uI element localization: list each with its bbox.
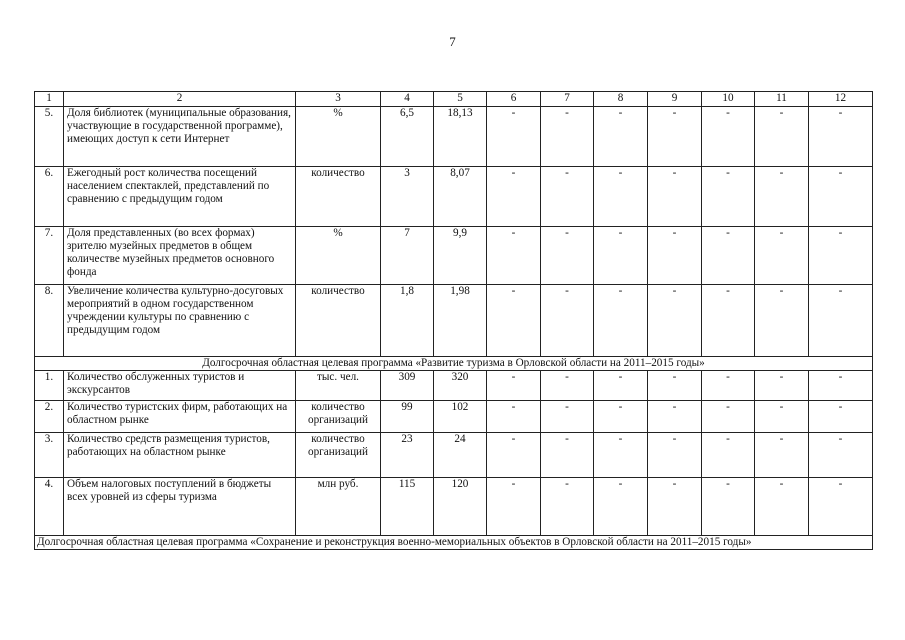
value-col-5: 102: [434, 401, 487, 433]
value-col-6: -: [487, 107, 541, 167]
column-header: 10: [702, 92, 755, 107]
value-col-6: -: [487, 167, 541, 227]
unit-cell: %: [296, 107, 381, 167]
value-col-8: -: [594, 227, 648, 285]
value-col-12: -: [809, 107, 873, 167]
value-col-4: 1,8: [381, 285, 434, 357]
value-col-8: -: [594, 433, 648, 478]
value-col-8: -: [594, 107, 648, 167]
value-col-9: -: [648, 227, 702, 285]
value-col-11: -: [755, 433, 809, 478]
value-col-7: -: [541, 285, 594, 357]
value-col-7: -: [541, 433, 594, 478]
value-col-5: 8,07: [434, 167, 487, 227]
value-col-11: -: [755, 285, 809, 357]
unit-cell: тыс. чел.: [296, 371, 381, 401]
row-number: 1.: [35, 371, 64, 401]
value-col-10: -: [702, 107, 755, 167]
value-col-7: -: [541, 227, 594, 285]
value-col-4: 7: [381, 227, 434, 285]
value-col-5: 1,98: [434, 285, 487, 357]
indicator-name: Ежегодный рост количества посещений населением спектаклей, представлений по сравнению с предыдущим годом: [64, 167, 296, 227]
column-header: 1: [35, 92, 64, 107]
value-col-6: -: [487, 371, 541, 401]
table-header-row: [35, 92, 873, 107]
row-number: 2.: [35, 401, 64, 433]
column-header: 11: [755, 92, 809, 107]
column-header: 7: [541, 92, 594, 107]
value-col-9: -: [648, 167, 702, 227]
indicator-name: Количество средств размещения туристов, работающих на областном рынке: [64, 433, 296, 478]
value-col-11: -: [755, 227, 809, 285]
value-col-10: -: [702, 227, 755, 285]
value-col-8: -: [594, 167, 648, 227]
value-col-6: -: [487, 478, 541, 536]
value-col-10: -: [702, 167, 755, 227]
column-header: 9: [648, 92, 702, 107]
row-number: 5.: [35, 107, 64, 167]
value-col-4: 115: [381, 478, 434, 536]
value-col-7: -: [541, 401, 594, 433]
column-header: 6: [487, 92, 541, 107]
value-col-9: -: [648, 371, 702, 401]
column-header: 5: [434, 92, 487, 107]
value-col-8: -: [594, 285, 648, 357]
value-col-6: -: [487, 227, 541, 285]
value-col-7: -: [541, 167, 594, 227]
value-col-7: -: [541, 371, 594, 401]
value-col-6: -: [487, 433, 541, 478]
section-heading-tourism: Долгосрочная областная целевая программа «Развитие туризма в Орловской области на 2011–2015 годы»: [35, 357, 873, 371]
value-col-12: -: [809, 227, 873, 285]
table-row: [35, 401, 873, 433]
table-row: [35, 167, 873, 227]
table-row: [35, 371, 873, 401]
value-col-11: -: [755, 107, 809, 167]
value-col-5: 18,13: [434, 107, 487, 167]
value-col-4: 23: [381, 433, 434, 478]
column-header: 2: [64, 92, 296, 107]
column-header: 12: [809, 92, 873, 107]
value-col-4: 309: [381, 371, 434, 401]
value-col-8: -: [594, 371, 648, 401]
value-col-4: 6,5: [381, 107, 434, 167]
table-row: [35, 285, 873, 357]
value-col-12: -: [809, 371, 873, 401]
unit-cell: количество: [296, 285, 381, 357]
value-col-12: -: [809, 167, 873, 227]
value-col-11: -: [755, 478, 809, 536]
value-col-11: -: [755, 167, 809, 227]
row-number: 8.: [35, 285, 64, 357]
value-col-10: -: [702, 401, 755, 433]
table-row: [35, 478, 873, 536]
value-col-7: -: [541, 107, 594, 167]
page-number: 7: [449, 34, 456, 49]
value-col-8: -: [594, 478, 648, 536]
value-col-5: 320: [434, 371, 487, 401]
value-col-12: -: [809, 285, 873, 357]
unit-cell: количество организаций: [296, 401, 381, 433]
value-col-9: -: [648, 433, 702, 478]
value-col-6: -: [487, 401, 541, 433]
indicator-name: Количество обслуженных туристов и экскурсантов: [64, 371, 296, 401]
section-heading-memorial: Долгосрочная областная целевая программа «Сохранение и реконструкция военно-мемориальных объектов в Орловской области на 2011–2015 годы»: [35, 536, 873, 550]
value-col-5: 24: [434, 433, 487, 478]
section-heading-memorial-row: [35, 536, 873, 550]
value-col-11: -: [755, 401, 809, 433]
value-col-5: 120: [434, 478, 487, 536]
section-heading-tourism-row: [35, 357, 873, 371]
value-col-9: -: [648, 401, 702, 433]
row-number: 4.: [35, 478, 64, 536]
indicator-name: Количество туристских фирм, работающих на областном рынке: [64, 401, 296, 433]
indicator-name: Объем налоговых поступлений в бюджеты всех уровней из сферы туризма: [64, 478, 296, 536]
table-row: [35, 227, 873, 285]
unit-cell: млн руб.: [296, 478, 381, 536]
indicators-table: [34, 91, 873, 550]
unit-cell: количество организаций: [296, 433, 381, 478]
column-header: 3: [296, 92, 381, 107]
value-col-5: 9,9: [434, 227, 487, 285]
value-col-10: -: [702, 433, 755, 478]
value-col-10: -: [702, 478, 755, 536]
unit-cell: %: [296, 227, 381, 285]
column-header: 8: [594, 92, 648, 107]
value-col-12: -: [809, 433, 873, 478]
column-header: 4: [381, 92, 434, 107]
value-col-11: -: [755, 371, 809, 401]
value-col-12: -: [809, 401, 873, 433]
row-number: 7.: [35, 227, 64, 285]
row-number: 3.: [35, 433, 64, 478]
value-col-10: -: [702, 285, 755, 357]
value-col-8: -: [594, 401, 648, 433]
table-row: [35, 107, 873, 167]
value-col-6: -: [487, 285, 541, 357]
indicator-name: Увеличение количества культурно-досуговых мероприятий в одном государственном учреждении культуры по сравнению с предыдущим годом: [64, 285, 296, 357]
unit-cell: количество: [296, 167, 381, 227]
value-col-9: -: [648, 285, 702, 357]
value-col-4: 3: [381, 167, 434, 227]
value-col-12: -: [809, 478, 873, 536]
value-col-10: -: [702, 371, 755, 401]
value-col-7: -: [541, 478, 594, 536]
indicator-name: Доля библиотек (муниципальные образования, участвующие в государственной программе), имеющих доступ к сети Интернет: [64, 107, 296, 167]
row-number: 6.: [35, 167, 64, 227]
value-col-9: -: [648, 107, 702, 167]
indicator-name: Доля представленных (во всех формах) зрителю музейных предметов в общем количестве музейных предметов основного фонда: [64, 227, 296, 285]
value-col-9: -: [648, 478, 702, 536]
value-col-4: 99: [381, 401, 434, 433]
table-row: [35, 433, 873, 478]
